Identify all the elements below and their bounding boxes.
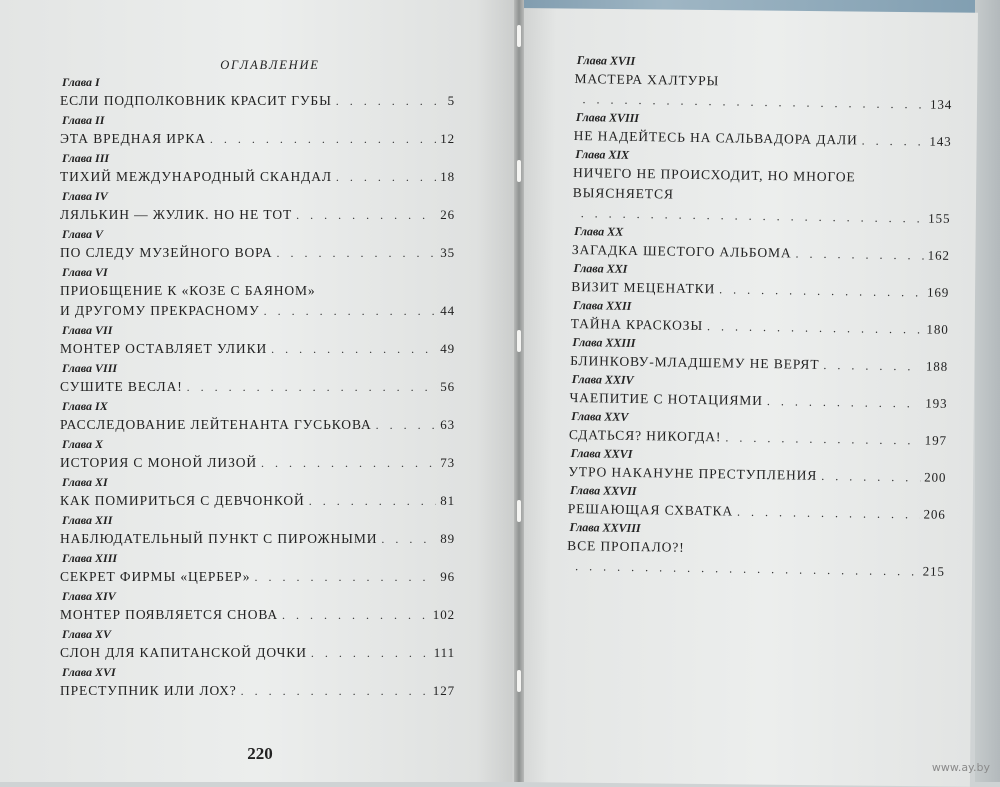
- binding-stitch: [517, 500, 521, 522]
- toc-entry: [60, 322, 455, 359]
- chapter-label: Глава XVIII: [575, 110, 640, 126]
- chapter-title-line: [60, 243, 455, 263]
- chapter-title: МОНТЕР ОСТАВЛЯЕТ УЛИКИ: [60, 341, 268, 356]
- chapter-label: Глава I: [62, 75, 100, 89]
- page-ref: 200: [924, 469, 947, 485]
- chapter-title: СЕКРЕТ ФИРМЫ «ЦЕРБЕР»: [60, 569, 251, 584]
- chapter-title: ВИЗИТ МЕЦЕНАТКИ: [571, 278, 716, 297]
- page-ref: 155: [928, 210, 951, 226]
- chapter-title: МОНТЕР ПОЯВЛЯЕТСЯ СНОВА: [60, 607, 279, 622]
- watermark: www.ay.by: [931, 761, 990, 774]
- toc-entry: [60, 664, 455, 701]
- chapter-title-line: [60, 567, 455, 587]
- chapter-title: ЗАГАДКА ШЕСТОГО АЛЬБОМА: [571, 241, 792, 261]
- chapter-label: Глава XVI: [62, 665, 116, 679]
- leader-dots: [336, 167, 436, 187]
- toc-entry: [571, 297, 950, 340]
- leader-dots: [187, 377, 437, 397]
- binding-stitch: [517, 25, 521, 47]
- leader-dots: [311, 643, 430, 663]
- toc-entry: [568, 445, 947, 488]
- leader-dots: [821, 466, 920, 488]
- page-ref: 193: [925, 395, 948, 411]
- toc-entry: [60, 398, 455, 435]
- chapter-label: Глава III: [62, 151, 110, 165]
- leader-dots: [210, 129, 436, 149]
- chapter-title-line: [60, 681, 455, 701]
- chapter-label: Глава XV: [62, 627, 112, 641]
- chapter-title: СДАТЬСЯ? НИКОГДА!: [568, 426, 722, 445]
- leader-dots: [254, 567, 436, 587]
- chapter-title: НИЧЕГО НЕ ПРОИСХОДИТ, НО МНОГОЕ: [572, 164, 856, 185]
- chapter-label: Глава XXI: [573, 261, 628, 276]
- toc-entry: [60, 588, 455, 625]
- toc-entry: [568, 482, 947, 525]
- chapter-title-line: [60, 281, 455, 301]
- page-ref: 35: [440, 245, 455, 260]
- leader-dots: [737, 502, 920, 525]
- chapter-title: НАБЛЮДАТЕЛЬНЫЙ ПУНКТ С ПИРОЖНЫМИ: [60, 531, 378, 546]
- chapter-title: ЛЯЛЬКИН — ЖУЛИК. НО НЕ ТОТ: [60, 207, 293, 222]
- leader-dots: [264, 301, 437, 321]
- toc-entry: [60, 150, 455, 187]
- chapter-title-line: [60, 205, 455, 225]
- chapter-label: Глава VI: [62, 265, 108, 279]
- chapter-title: РАССЛЕДОВАНИЕ ЛЕЙТЕНАНТА ГУСЬКОВА: [60, 417, 372, 432]
- page-ref: 127: [432, 683, 455, 698]
- chapter-title-line: [60, 91, 455, 111]
- chapter-title: ИСТОРИЯ С МОНОЙ ЛИЗОЙ: [60, 455, 258, 470]
- chapter-label: Глава XII: [62, 513, 113, 527]
- chapter-title: ТАЙНА КРАСКОЗЫ: [570, 315, 704, 334]
- leader-dots: [767, 391, 922, 413]
- toc-entry: [60, 188, 455, 225]
- chapter-title: ВЫЯСНЯЕТСЯ: [572, 184, 674, 202]
- chapter-label: Глава XX: [574, 224, 624, 239]
- page-ref: 56: [440, 379, 455, 394]
- leader-dots: [707, 316, 923, 339]
- page-ref: 111: [433, 645, 455, 660]
- chapter-label: Глава XXV: [571, 408, 629, 424]
- page-ref: 215: [922, 563, 946, 579]
- chapter-title: МАСТЕРА ХАЛТУРЫ: [574, 70, 720, 89]
- chapter-title: ПО СЛЕДУ МУЗЕЙНОГО ВОРА: [60, 245, 273, 260]
- chapter-title-line: [60, 643, 455, 663]
- toc-list-right: [567, 52, 953, 582]
- toc-entry: [60, 226, 455, 263]
- toc-entry: [60, 360, 455, 397]
- page-ref: 180: [926, 321, 949, 337]
- page-ref: 44: [440, 303, 455, 318]
- page-number: 220: [247, 744, 273, 763]
- chapter-title: ЕСЛИ ПОДПОЛКОВНИК КРАСИТ ГУБЫ: [60, 93, 332, 108]
- chapter-label: Глава XI: [62, 475, 108, 489]
- page-ref: 89: [440, 531, 455, 546]
- toc-entry: [60, 112, 455, 149]
- leader-dots: [309, 491, 436, 511]
- chapter-title: ТИХИЙ МЕЖДУНАРОДНЫЙ СКАНДАЛ: [60, 169, 332, 184]
- toc-entry: [569, 408, 948, 451]
- chapter-label: Глава XXIV: [571, 371, 634, 387]
- page-ref: 102: [432, 607, 455, 622]
- chapter-label: Глава X: [62, 437, 104, 451]
- toc-entry: [571, 260, 950, 303]
- book-gutter: [514, 0, 524, 782]
- page-ref: 188: [925, 358, 949, 374]
- chapter-label: Глава XVII: [576, 53, 636, 68]
- toc-entry: [567, 519, 946, 582]
- toc-entry: [60, 626, 455, 663]
- chapter-title: ПРИОБЩЕНИЕ К «КОЗЕ С БАЯНОМ»: [60, 283, 316, 298]
- page-ref: 18: [440, 169, 455, 184]
- page-ref: 197: [924, 432, 948, 448]
- chapter-title-line: [60, 129, 455, 149]
- leader-dots: [276, 243, 436, 263]
- chapter-title: НЕ НАДЕЙТЕСЬ НА САЛЬВАДОРА ДАЛИ: [573, 127, 858, 148]
- book-cover-side: [975, 0, 1000, 782]
- page-ref: 26: [440, 207, 455, 222]
- toc-entry: [60, 436, 455, 473]
- chapter-label: Глава XIV: [62, 589, 116, 603]
- leader-dots: [862, 131, 926, 152]
- chapter-title: КАК ПОМИРИТЬСЯ С ДЕВЧОНКОЙ: [60, 493, 305, 508]
- page-ref: 206: [923, 506, 946, 522]
- page-ref: 81: [440, 493, 455, 508]
- page-ref: 73: [440, 455, 455, 470]
- chapter-title-line: [60, 377, 455, 397]
- toc-entry: [60, 264, 455, 321]
- toc-entry: [574, 109, 953, 152]
- toc-entry: [60, 474, 455, 511]
- binding-stitch: [517, 160, 521, 182]
- toc-entry: [572, 223, 951, 266]
- binding-stitch: [517, 670, 521, 692]
- chapter-title-line: [60, 301, 455, 321]
- toc-entry: [60, 512, 455, 549]
- chapter-label: Глава XIX: [575, 147, 630, 162]
- chapter-label: Глава IV: [62, 189, 108, 203]
- page-ref: 96: [440, 569, 455, 584]
- page-ref: 143: [929, 133, 952, 149]
- chapter-label: Глава XXVII: [570, 482, 637, 499]
- page-ref: 162: [927, 247, 950, 263]
- page-ref: 49: [440, 341, 455, 356]
- chapter-title: РЕШАЮЩАЯ СХВАТКА: [567, 500, 734, 519]
- leader-dots: [296, 205, 436, 225]
- chapter-title: БЛИНКОВУ-МЛАДШЕМУ НЕ ВЕРЯТ: [570, 352, 820, 372]
- leader-dots: [725, 427, 921, 450]
- chapter-title-line: [60, 453, 455, 473]
- chapter-title: ПРЕСТУПНИК ИЛИ ЛОХ?: [60, 683, 237, 698]
- chapter-title: ЧАЕПИТИЕ С НОТАЦИЯМИ: [569, 389, 764, 408]
- toc-heading: ОГЛАВЛЕНИЕ: [220, 58, 320, 72]
- chapter-title-line: [60, 605, 455, 625]
- toc-entry: [569, 371, 948, 414]
- chapter-title: ВСЕ ПРОПАЛО?!: [567, 537, 685, 555]
- chapter-title-line: [60, 415, 455, 435]
- chapter-title: И ДРУГОМУ ПРЕКРАСНОМУ: [60, 303, 260, 318]
- leader-dots: [282, 605, 429, 625]
- chapter-title-line: [60, 339, 455, 359]
- chapter-title-line: [60, 529, 455, 549]
- binding-stitch: [517, 330, 521, 352]
- chapter-label: Глава XXVI: [570, 445, 633, 461]
- chapter-label: Глава VII: [62, 323, 113, 337]
- page-ref: 5: [447, 93, 455, 108]
- leader-dots: [336, 91, 444, 111]
- leader-dots: [719, 279, 923, 302]
- page-ref: 63: [440, 417, 455, 432]
- leader-dots: [795, 243, 923, 265]
- chapter-title: СУШИТЕ ВЕСЛА!: [60, 379, 183, 394]
- page-ref: 169: [926, 284, 950, 300]
- leader-dots: [271, 339, 436, 359]
- chapter-title-line: [60, 167, 455, 187]
- leader-dots: [261, 453, 436, 473]
- leader-dots: [823, 355, 922, 377]
- toc-entry: [570, 334, 949, 377]
- leader-dots: [376, 415, 437, 435]
- leader-dots: [381, 529, 436, 549]
- chapter-title: СЛОН ДЛЯ КАПИТАНСКОЙ ДОЧКИ: [60, 645, 307, 660]
- toc-entry: [574, 52, 953, 115]
- chapter-label: Глава XXIII: [572, 334, 636, 350]
- toc-entry: [60, 550, 455, 587]
- chapter-title: УТРО НАКАНУНЕ ПРЕСТУПЛЕНИЯ: [568, 463, 818, 483]
- toc-entry: [572, 146, 951, 229]
- toc-entry: [60, 74, 455, 111]
- chapter-label: Глава VIII: [62, 361, 118, 375]
- chapter-label: Глава XIII: [62, 551, 118, 565]
- chapter-title-line: [60, 491, 455, 511]
- leader-dots: [241, 681, 429, 701]
- chapter-label: Глава V: [62, 227, 104, 241]
- page-ref: 12: [440, 131, 455, 146]
- chapter-label: Глава IX: [62, 399, 108, 413]
- chapter-label: Глава II: [62, 113, 105, 127]
- page-ref: 134: [929, 96, 953, 112]
- chapter-label: Глава XXVIII: [569, 519, 641, 536]
- toc-list-left: [60, 74, 455, 702]
- chapter-label: Глава XXII: [572, 298, 632, 313]
- chapter-title: ЭТА ВРЕДНАЯ ИРКА: [60, 131, 206, 146]
